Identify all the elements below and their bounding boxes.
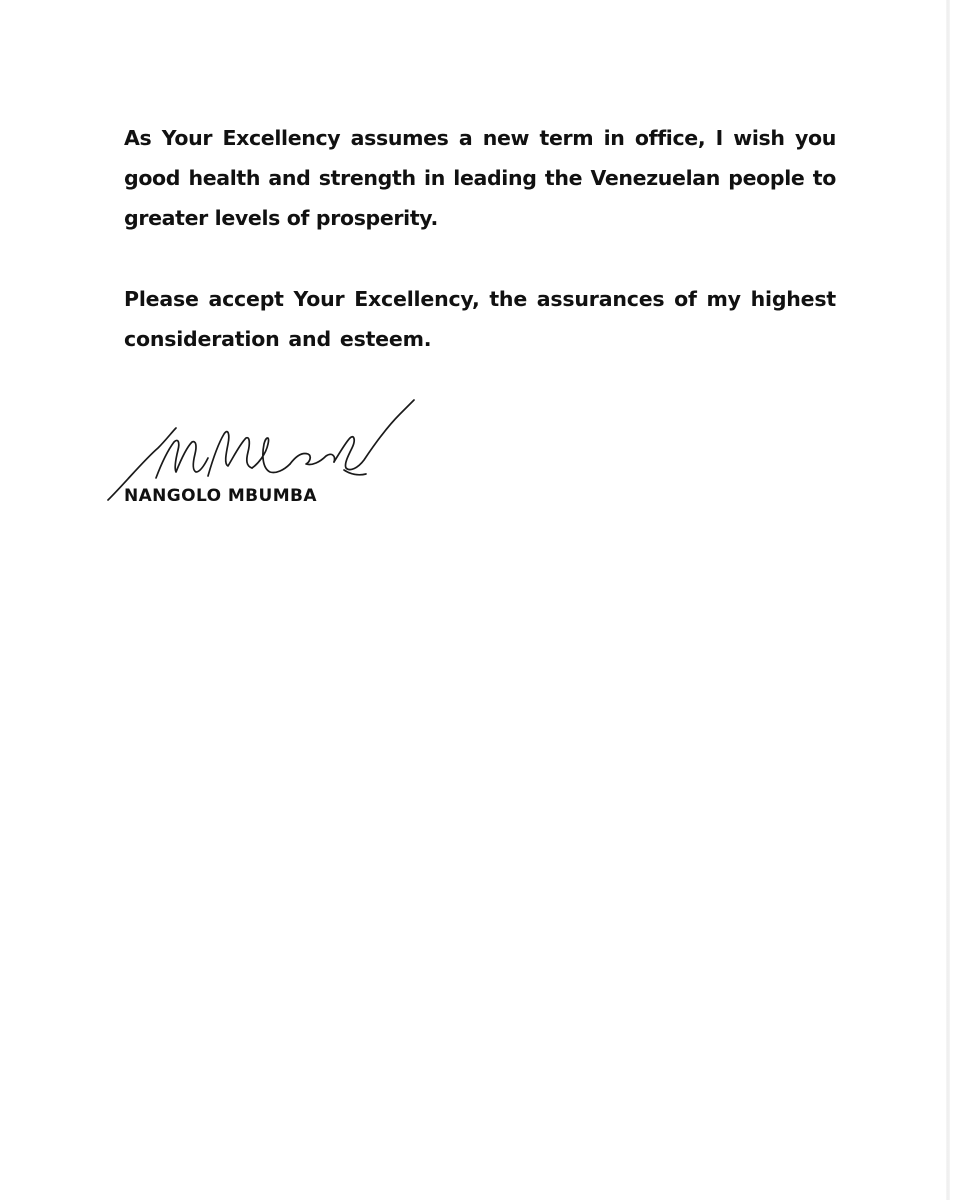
letter-body (124, 118, 836, 359)
letter-paragraph-wishes: As Your Excellency assumes a new term in office, I wish you good health and strength in leading the Venezuelan people to greater levels of prosperity. (124, 126, 836, 230)
signatory-name: NANGOLO MBUMBA (124, 486, 317, 506)
signature-stroke-mid (290, 453, 335, 464)
signature-stroke-loop (252, 438, 290, 473)
signature-stroke-tick (344, 470, 366, 475)
signature-stroke-m1 (156, 440, 208, 478)
scan-edge-shadow (946, 0, 950, 1200)
signature-stroke-m2 (208, 432, 252, 476)
signature-stroke-final (334, 400, 414, 470)
letter-paragraph-closing: Please accept Your Excellency, the assurances of my highest consideration and esteem. (124, 287, 836, 351)
